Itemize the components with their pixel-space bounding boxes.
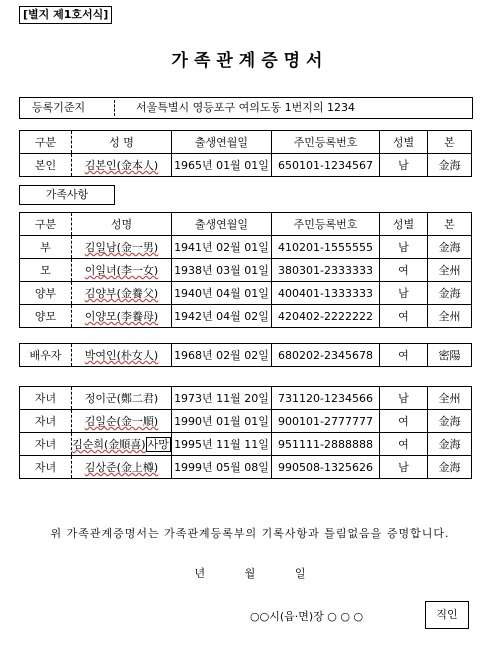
issue-date [0,565,500,581]
header-name: 성명 [72,213,172,236]
table-row [20,456,472,479]
table-row [20,433,472,456]
cell-birth: 1973년 11월 20일 [172,387,272,410]
date-day: 일 [294,567,306,580]
cell-name [72,456,172,479]
cell-kind: 모 [20,259,72,282]
name-text: 김순희(金順喜) [72,438,146,451]
header-origin: 본 [428,213,472,236]
cell-origin: 金海 [428,410,472,433]
parents-table [19,212,472,328]
cell-kind: 자녀 [20,410,72,433]
cell-name [72,154,172,177]
table-row [20,344,472,367]
table-header-row [20,213,472,236]
spouse-table [19,343,472,367]
name-text: 김본인(金本人) [84,159,159,172]
cell-gender: 남 [380,154,428,177]
table-row [20,410,472,433]
header-kind: 구분 [20,213,72,236]
table-row [20,154,472,177]
cell-gender: 여 [380,410,428,433]
date-month: 월 [244,567,256,580]
cell-birth: 1941년 02월 01일 [172,236,272,259]
name-text: 김일순(金一順) [84,415,159,428]
cell-origin: 密陽 [428,344,472,367]
cell-name [72,259,172,282]
cell-name [72,410,172,433]
header-birth: 출생연월일 [172,131,272,154]
cell-birth: 1965년 01월 01일 [172,154,272,177]
cell-gender: 여 [380,259,428,282]
name-text: 김양부(金養父) [84,287,159,300]
cell-gender: 여 [380,305,428,328]
principal-table [19,130,472,177]
cell-id: 380301-2333333 [272,259,380,282]
cell-name [72,387,172,410]
cell-id: 680202-2345678 [272,344,380,367]
cell-kind: 자녀 [20,387,72,410]
cell-id: 951111-2888888 [272,433,380,456]
family-section-label: 가족사항 [19,185,115,205]
certification-statement: 위 가족관계증명서는 가족관계등록부의 기록사항과 틀림없음을 증명합니다. [50,527,450,540]
cell-id: 420402-2222222 [272,305,380,328]
cell-origin: 金海 [428,456,472,479]
deceased-tag: 사망 [147,438,169,451]
cell-birth: 1995년 11월 11일 [172,433,272,456]
cell-origin: 金海 [428,433,472,456]
header-gender: 성별 [380,213,428,236]
cell-birth: 1942년 04월 02일 [172,305,272,328]
cell-gender: 여 [380,433,428,456]
form-number: [별지 제1호서식] [19,6,112,24]
cell-origin: 金海 [428,154,472,177]
cell-birth: 1968년 02월 02일 [172,344,272,367]
issuer-signature: ○○시(읍·면)장 ○ ○ ○ [250,610,364,623]
cell-gender: 남 [380,387,428,410]
header-origin: 본 [428,131,472,154]
cell-birth: 1940년 04월 01일 [172,282,272,305]
cell-name [72,344,172,367]
registration-basis-value: 서울특별시 영등포구 여의도동 1번지의 1234 [136,101,355,114]
header-id: 주민등록번호 [272,213,380,236]
table-row [20,387,472,410]
cell-id: 650101-1234567 [272,154,380,177]
table-row [20,305,472,328]
name-text: 박여인(朴女人) [84,349,159,362]
name-text: 김상준(金上樽) [84,461,159,474]
cell-kind: 양모 [20,305,72,328]
cell-kind: 배우자 [20,344,72,367]
header-gender: 성별 [380,131,428,154]
cell-id: 400401-1333333 [272,282,380,305]
cell-origin: 全州 [428,387,472,410]
cell-origin: 金海 [428,236,472,259]
date-year: 년 [194,567,206,580]
header-birth: 출생연월일 [172,213,272,236]
official-seal: 직인 [425,601,469,629]
cell-kind: 자녀 [20,433,72,456]
cell-kind: 본인 [20,154,72,177]
header-id: 주민등록번호 [272,131,380,154]
cell-gender: 남 [380,282,428,305]
table-row [20,259,472,282]
name-text: 정이군(鄭二君) [84,392,159,405]
table-header-row [20,131,472,154]
cell-origin: 全州 [428,305,472,328]
cell-name [72,305,172,328]
cell-origin: 金海 [428,282,472,305]
header-kind: 구분 [20,131,72,154]
cell-name [72,282,172,305]
name-text: 이일녀(李一女) [84,264,159,277]
registration-basis-label: 등록기준지 [32,101,86,114]
table-row [20,236,472,259]
cell-gender: 남 [380,236,428,259]
page-title: 가족관계증명서 [171,51,329,71]
cell-kind: 자녀 [20,456,72,479]
name-text: 이양모(李養母) [84,310,159,323]
cell-id: 410201-1555555 [272,236,380,259]
children-table [19,386,472,479]
cell-origin: 全州 [428,259,472,282]
cell-name [72,433,172,456]
cell-kind: 부 [20,236,72,259]
divider [114,100,115,116]
cell-gender: 남 [380,456,428,479]
cell-id: 900101-2777777 [272,410,380,433]
cell-kind: 양부 [20,282,72,305]
registration-basis-box [19,97,473,119]
cell-gender: 여 [380,344,428,367]
cell-birth: 1999년 05월 08일 [172,456,272,479]
header-name: 성 명 [72,131,172,154]
table-row [20,282,472,305]
name-text: 김일남(金一男) [84,241,159,254]
cell-birth: 1938년 03월 01일 [172,259,272,282]
cell-id: 731120-1234566 [272,387,380,410]
cell-name [72,236,172,259]
cell-id: 990508-1325626 [272,456,380,479]
cell-birth: 1990년 01월 01일 [172,410,272,433]
